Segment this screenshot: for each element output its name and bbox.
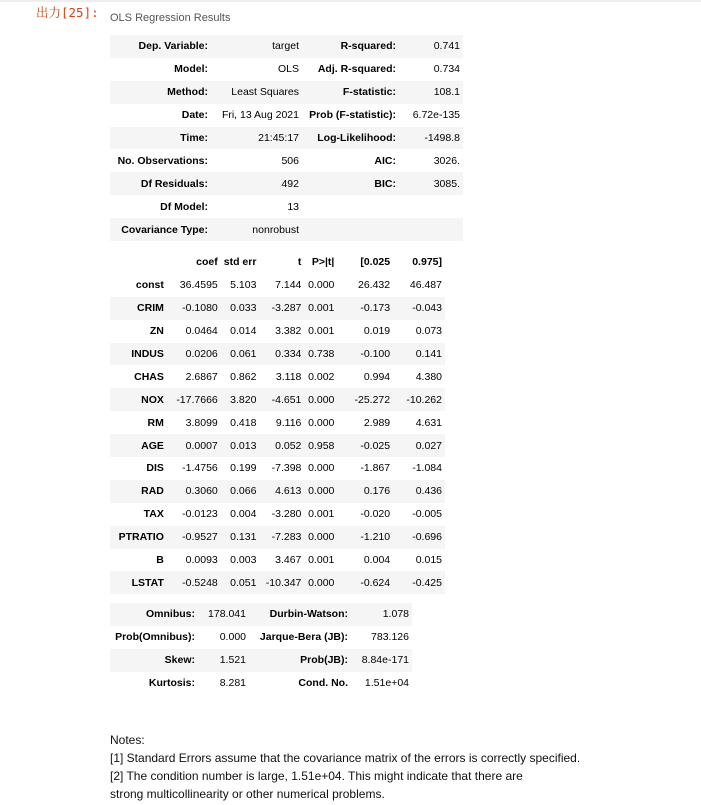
table-row <box>110 411 445 434</box>
table-row <box>110 127 463 150</box>
coef-cell: 0.014 <box>230 325 257 338</box>
coef-cell: -0.425 <box>412 576 442 589</box>
summary-value: 13 <box>287 200 299 213</box>
coef-variable: TAX <box>143 508 164 521</box>
table-row <box>110 195 463 218</box>
coef-cell: 0.003 <box>230 554 257 567</box>
coef-variable: CRIM <box>137 302 164 315</box>
coef-cell: -0.9527 <box>182 531 218 544</box>
coef-cell: 0.000 <box>308 462 335 475</box>
summary-label: AIC: <box>374 154 396 167</box>
coef-cell: 0.0093 <box>185 554 218 567</box>
summary-label: Date: <box>181 109 208 122</box>
coef-cell: -0.624 <box>360 576 391 589</box>
diag-value: 783.126 <box>371 631 409 644</box>
coef-cell: -0.5248 <box>182 576 218 589</box>
coef-cell: 0.002 <box>308 370 335 383</box>
coef-cell: 36.4595 <box>179 279 218 292</box>
diag-label: Cond. No. <box>298 677 348 690</box>
coef-cell: -7.283 <box>271 531 302 544</box>
coef-cell: 0.994 <box>363 370 391 383</box>
summary-value: -1498.8 <box>424 132 460 144</box>
table-row <box>110 218 463 241</box>
coef-cell: 4.613 <box>275 485 302 498</box>
coef-cell: 0.051 <box>230 576 257 589</box>
summary-label: Log-Likelihood: <box>317 132 396 144</box>
coef-cell: -10.262 <box>406 393 442 406</box>
coef-cell: 0.0206 <box>185 348 218 360</box>
summary-value: 492 <box>281 177 299 190</box>
table-row <box>110 549 445 572</box>
summary-label: R-squared: <box>340 40 396 53</box>
coef-cell: 4.631 <box>415 416 442 429</box>
coef-cell: -0.100 <box>360 348 391 360</box>
coef-cell: 0.141 <box>415 348 442 360</box>
diag-label: Skew: <box>164 654 195 667</box>
coef-cell: -0.043 <box>412 302 442 315</box>
coef-cell: 0.000 <box>308 576 335 589</box>
coef-variable: AGE <box>141 439 164 452</box>
table-row <box>110 672 412 695</box>
diag-label: Prob(JB): <box>300 654 348 667</box>
coef-variable: RM <box>147 416 164 429</box>
coef-cell: 9.116 <box>275 416 302 429</box>
coef-cell: 3.467 <box>275 554 302 567</box>
coef-variable: LSTAT <box>131 576 164 589</box>
coef-cell: 0.015 <box>415 554 442 567</box>
coef-cell: -7.398 <box>271 462 302 475</box>
coef-header: P>|t| <box>311 256 335 269</box>
coef-cell: 4.380 <box>415 370 442 383</box>
coef-cell: 0.000 <box>308 279 335 292</box>
coef-cell: 0.0007 <box>185 439 218 452</box>
table-row <box>110 480 445 503</box>
summary-label: F-statistic: <box>342 86 396 99</box>
summary-value: 3026. <box>433 154 460 167</box>
coef-cell: -1.867 <box>360 462 391 475</box>
coef-cell: 0.066 <box>230 485 257 498</box>
coef-cell: -0.0123 <box>182 508 218 521</box>
coef-cell: 0.131 <box>230 531 257 544</box>
diag-value: 1.078 <box>382 608 409 621</box>
coef-cell: 0.176 <box>363 485 391 498</box>
coef-cell: 2.6867 <box>185 370 218 383</box>
coef-cell: 0.000 <box>308 416 335 429</box>
coef-cell: 3.118 <box>275 370 302 383</box>
summary-value: 21:45:17 <box>258 132 299 144</box>
note-line: [2] The condition number is large, 1.51e+04. This might indicate that there are <box>110 769 523 783</box>
summary-value: 506 <box>281 154 299 167</box>
coef-cell: 0.738 <box>308 348 335 360</box>
summary-label: Prob (F-statistic): <box>309 109 396 122</box>
diag-value: 1.51e+04 <box>364 677 409 690</box>
table-row <box>110 603 412 626</box>
summary-value <box>399 218 463 241</box>
coef-variable: NOX <box>141 393 164 406</box>
coef-cell: -3.280 <box>271 508 302 521</box>
table-row <box>110 149 463 172</box>
diag-value: 8.84e-171 <box>361 654 409 667</box>
diag-label: Prob(Omnibus): <box>115 631 195 644</box>
coef-variable: INDUS <box>131 348 164 360</box>
coef-cell: 0.958 <box>308 439 335 452</box>
coef-cell: 0.027 <box>415 439 442 452</box>
coef-cell: 0.0464 <box>185 325 218 338</box>
diag-label: Jarque-Bera (JB): <box>259 631 348 644</box>
coef-cell: -3.287 <box>271 302 302 315</box>
summary-value: Fri, 13 Aug 2021 <box>221 109 299 122</box>
coef-cell: 0.004 <box>230 508 257 521</box>
summary-value: 0.741 <box>433 40 460 53</box>
coef-cell: 0.000 <box>308 531 335 544</box>
summary-label: No. Observations: <box>117 154 208 167</box>
coef-header <box>110 251 167 274</box>
coef-cell: -0.005 <box>412 508 442 521</box>
coef-cell: 0.3060 <box>185 485 218 498</box>
coef-variable: RAD <box>141 485 164 498</box>
summary-value: nonrobust <box>252 223 299 236</box>
table-row <box>110 35 463 58</box>
table-row <box>110 297 445 320</box>
coef-variable: DIS <box>146 462 164 475</box>
coef-cell: 0.000 <box>308 485 335 498</box>
coef-cell: 0.061 <box>230 348 257 360</box>
summary-label: Df Model: <box>160 200 208 213</box>
cell-top-border <box>0 0 701 2</box>
summary-value <box>399 195 463 218</box>
coef-cell: 0.199 <box>230 462 257 475</box>
diag-value: 8.281 <box>219 677 246 690</box>
table-row <box>110 571 445 594</box>
coef-cell: -1.4756 <box>182 462 218 475</box>
coef-cell: -4.651 <box>271 393 302 406</box>
summary-label: Adj. R-squared: <box>317 63 396 76</box>
coef-variable: CHAS <box>134 370 164 383</box>
diag-value: 178.041 <box>208 608 246 621</box>
summary-label: Method: <box>167 86 208 99</box>
coef-cell: 46.487 <box>409 279 442 292</box>
coef-variable: PTRATIO <box>118 531 164 544</box>
diag-value: 1.521 <box>219 654 246 667</box>
coef-cell: 7.144 <box>275 279 302 292</box>
table-row <box>110 365 445 388</box>
coef-cell: 0.000 <box>308 393 335 406</box>
coef-cell: 0.019 <box>363 325 391 338</box>
table-row <box>110 58 463 81</box>
summary-value: 0.734 <box>433 63 460 76</box>
summary-label: Covariance Type: <box>121 223 208 236</box>
coef-cell: 0.001 <box>308 302 335 315</box>
summary-value: OLS <box>277 63 299 76</box>
summary-label: Dep. Variable: <box>138 40 208 53</box>
summary-label <box>302 195 399 218</box>
coef-cell: 0.001 <box>308 508 335 521</box>
note-line: [1] Standard Errors assume that the covariance matrix of the errors is correctly specified. <box>110 751 581 765</box>
coef-header: 0.975] <box>412 256 442 269</box>
coef-header: t <box>297 256 302 269</box>
table-row <box>110 388 445 411</box>
notes-section <box>110 731 690 803</box>
coef-cell: 0.436 <box>415 485 442 498</box>
coef-header: std err <box>223 256 257 269</box>
summary-label: Time: <box>180 132 208 144</box>
coef-cell: 0.004 <box>363 554 391 567</box>
coef-cell: -10.347 <box>265 576 302 589</box>
table-row <box>110 526 445 549</box>
table-row <box>110 81 463 104</box>
summary-value: Least Squares <box>231 86 299 99</box>
diagnostics-table <box>110 603 412 695</box>
table-row <box>110 649 412 672</box>
coef-cell: 3.820 <box>230 393 257 406</box>
coef-cell: 0.862 <box>230 370 257 383</box>
coef-cell: -17.7666 <box>176 393 218 406</box>
coef-cell: 0.013 <box>230 439 257 452</box>
summary-label: Df Residuals: <box>140 177 208 190</box>
coef-cell: -0.1080 <box>182 302 218 315</box>
summary-label: Model: <box>174 63 208 76</box>
table-row <box>110 434 445 457</box>
coef-header-row <box>110 251 445 274</box>
table-row <box>110 274 445 297</box>
coefficient-table <box>110 251 445 594</box>
summary-value: target <box>272 40 299 53</box>
coef-variable: const <box>135 279 164 292</box>
coef-variable: ZN <box>149 325 164 338</box>
coef-cell: 3.8099 <box>185 416 218 429</box>
coef-cell: -1.084 <box>412 462 442 475</box>
coef-cell: -1.210 <box>360 531 391 544</box>
note-line: strong multicollinearity or other numerical problems. <box>110 787 385 801</box>
summary-value: 3085. <box>433 177 460 190</box>
table-row <box>110 343 445 366</box>
diag-label: Durbin-Watson: <box>269 608 348 621</box>
coef-cell: -0.696 <box>412 531 442 544</box>
coef-cell: 0.033 <box>230 302 257 315</box>
coef-cell: -25.272 <box>354 393 391 406</box>
summary-value: 108.1 <box>433 86 460 99</box>
summary-label: BIC: <box>374 177 396 190</box>
table-row <box>110 457 445 480</box>
coef-cell: 26.432 <box>358 279 391 292</box>
coef-cell: 0.001 <box>308 325 335 338</box>
table-row <box>110 104 463 127</box>
output-prompt: 出力[25]: <box>36 5 99 20</box>
diag-value: 0.000 <box>219 631 246 644</box>
coef-cell: -0.025 <box>360 439 391 452</box>
coef-cell: -0.020 <box>360 508 391 521</box>
table-row <box>110 626 412 649</box>
table-row <box>110 320 445 343</box>
diag-label: Omnibus: <box>146 608 195 621</box>
coef-variable: B <box>156 554 164 567</box>
model-summary-table <box>110 35 463 241</box>
coef-header: coef <box>196 256 218 269</box>
table-row <box>110 503 445 526</box>
table-caption: OLS Regression Results <box>110 12 231 24</box>
coef-cell: 0.001 <box>308 554 335 567</box>
coef-cell: 0.052 <box>275 439 302 452</box>
table-row <box>110 172 463 195</box>
summary-label <box>302 218 399 241</box>
summary-value: 6.72e-135 <box>412 109 460 122</box>
coef-cell: 0.418 <box>230 416 257 429</box>
coef-cell: -0.173 <box>360 302 391 315</box>
coef-cell: 3.382 <box>275 325 302 338</box>
coef-cell: 0.334 <box>275 348 302 360</box>
coef-cell: 0.073 <box>415 325 442 338</box>
coef-cell: 2.989 <box>363 416 391 429</box>
diag-label: Kurtosis: <box>148 677 195 690</box>
coef-header: [0.025 <box>360 256 391 269</box>
coef-cell: 5.103 <box>230 279 257 292</box>
notes-heading: Notes: <box>110 733 145 747</box>
